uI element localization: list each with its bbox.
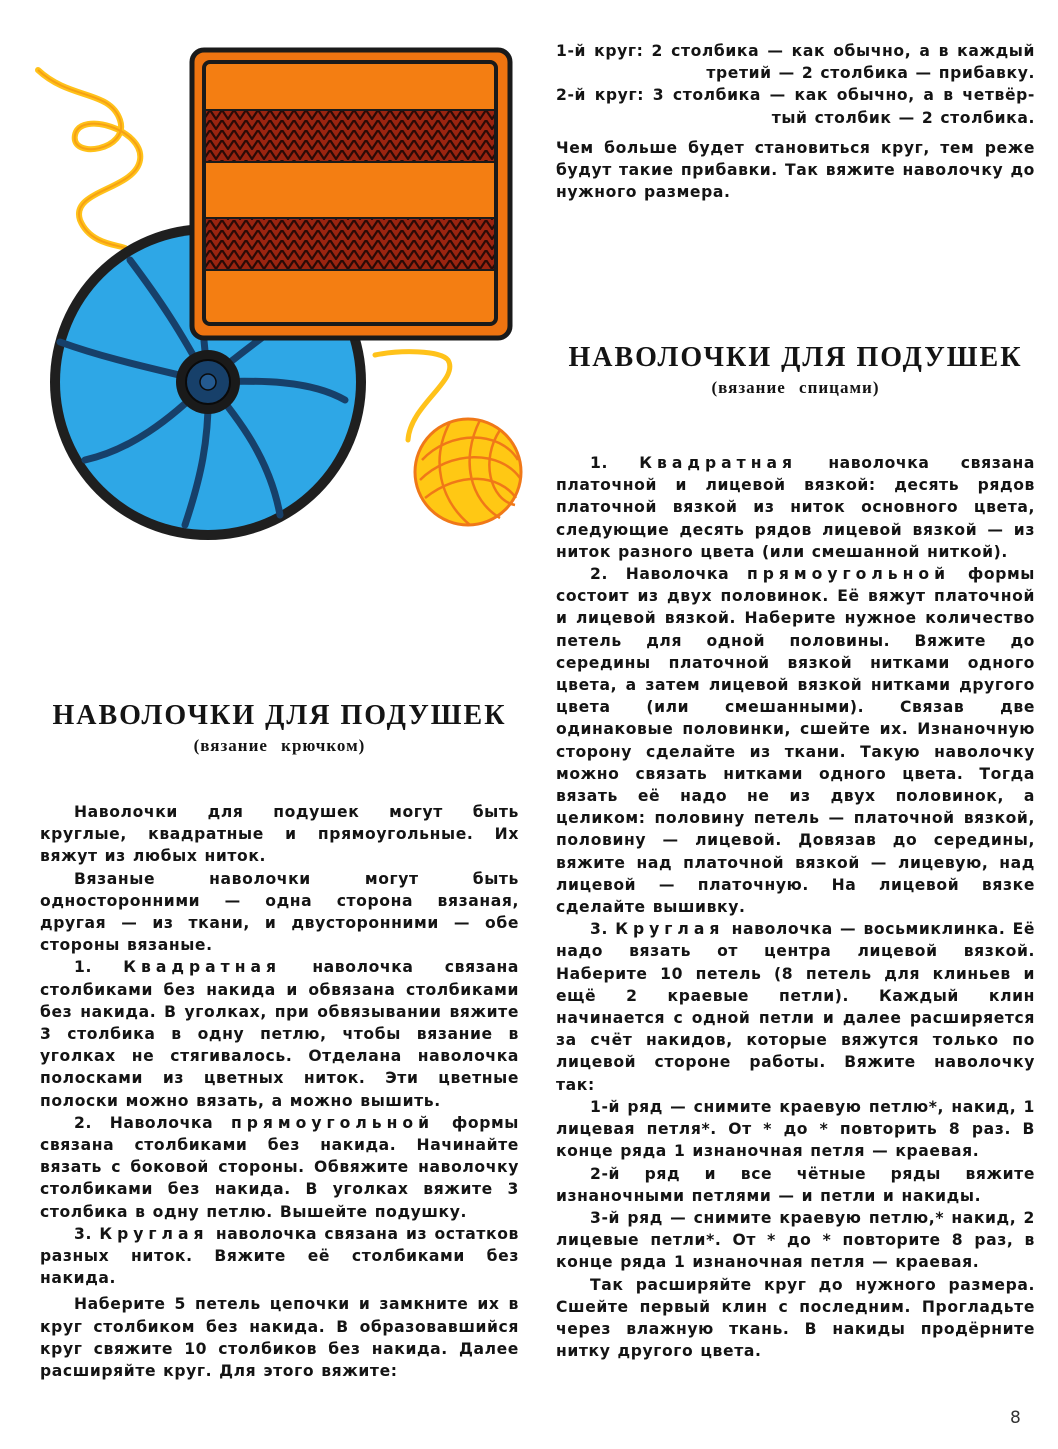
paragraph [556, 918, 1035, 1096]
item-number: 2. Наволочка [74, 1113, 214, 1132]
continuation-line: третий — 2 столбика — прибавку. [706, 64, 1035, 83]
paragraph: 2-й ряд и все чётные ряды вяжите изнаночными петлями — и петли и накиды. [556, 1164, 1035, 1205]
continuation-line: тый столбик — 2 столбика. [771, 108, 1035, 127]
left-subheading: (вязание крючком) [193, 736, 366, 755]
item-number: 1. [590, 454, 608, 472]
item-text: наволочка — восьмиклинка. Её надо вязать от центра лицевой вязкой. Наберите 10 петель (8 петель для клиньев и ещё 2 краевые петли). Каждый клин начинается с одной петли и далее расширяется за счёт накидов, которые вяжутся только по лицевой стороне работы. Вяжите наволочку так: [556, 920, 1035, 1094]
page-number: 8 [1010, 1408, 1021, 1428]
spaced-term: Круглая [99, 1224, 209, 1243]
item-number: 2. Наволочка [590, 565, 730, 584]
continuation-line: 2-й круг: 3 столбика — как обычно, а в четвёр- [556, 86, 1035, 105]
right-subheading: (вязание спицами) [711, 378, 880, 397]
paragraph [40, 956, 519, 1111]
left-column [40, 700, 519, 1382]
item-text: формы состоит из двух половинок. Её вяжут платочной и лицевой вязкой. Наберите нужное количество петель для одной половины. Вяжите до середины платочной вязкой нитками одного цвета, а затем лицевой вязкой нитками другого цвета (или смешанными). Связав две одинаковые половинки, сшейте их. Изнаночную сторону сделайте из ткани. Такую наволочку можно связать нитками одного цвета. Тогда вязать её надо не из двух половинок, а целиком: половину петель — платочной вязкой, половину — лицевой. Довязав до середины, вяжите над платочной вязкой — лицевую, над лицевой — платочную. На лицевой вязке сделайте вышивку. [556, 565, 1036, 917]
yarn-ball [415, 419, 521, 525]
paragraph: Вязаные наволочки могут быть односторонними — одна сторона вязаная, другая — из ткани, и двусторонними — обе стороны вязаные. [40, 869, 519, 955]
spaced-term: прямоугольной [230, 1113, 435, 1132]
paragraph [556, 563, 1035, 918]
item-text: наволочка связана из остатков разных ниток. Вяжите её столбиками без накида. [40, 1224, 519, 1288]
item-number: 3. [74, 1224, 92, 1243]
right-heading: НАВОЛОЧКИ ДЛЯ ПОДУШЕК [568, 342, 1023, 373]
paragraph: Наберите 5 петель цепочки и замкните их в круг столбиком без накида. В образовавшийся круг свяжите 10 столбиков без накида. Далее расширяйте круг. Для этого вяжите: [40, 1295, 519, 1381]
square-pillow [192, 50, 510, 338]
continuation-paragraph: Чем больше будет становиться круг, тем реже будут такие прибавки. Так вяжите наволочку до нужного размера. [556, 138, 1035, 202]
paragraph [556, 452, 1035, 563]
item-text: наволочка связана платочной и лицевой вязкой: десять рядов платочной вязкой из ниток основного цвета, следующие десять рядов лицевой вязкой — из ниток разного цвета (или смешанной ниткой). [556, 454, 1036, 561]
item-number: 1. [74, 958, 92, 977]
left-heading: НАВОЛОЧКИ ДЛЯ ПОДУШЕК [52, 700, 507, 731]
spaced-term: прямоугольной [746, 565, 951, 584]
item-text: формы связана столбиками без накида. Начинайте вязать с боковой стороны. Обвяжите наволочку столбиками без накида. В уголках вяжите 3 столбика в одну петлю. Вышейте подушку. [40, 1113, 520, 1221]
paragraph: 3-й ряд — снимите краевую петлю,* накид, 2 лицевые петли*. От * до * повторите 8 раз, в конце ряда 1 изнаночная петля — краевая. [556, 1208, 1035, 1272]
spaced-term: Квадратная [123, 958, 282, 977]
paragraph [40, 1112, 519, 1223]
paragraph: 1-й ряд — снимите краевую петлю*, накид, 1 лицевая петля*. От * до * повторить 8 раз. В конце ряда 1 изнаночная петля — краевая. [556, 1097, 1035, 1161]
continuation-line: 1-й круг: 2 столбика — как обычно, а в каждый [556, 42, 1035, 60]
knitting-illustration [30, 20, 550, 540]
paragraph: Так расширяйте круг до нужного размера. Сшейте первый клин с последним. Прогладьте через влажную ткань. В накиды продёрните нитку другого цвета. [556, 1275, 1035, 1361]
continuation-block [556, 40, 1035, 203]
item-text: наволочка связана столбиками без накида и обвязана столбиками без накида. В уголках, при обвязывании вяжите 3 столбика в одну петлю, чтобы вязание в уголках не стягивалось. Отделана наволочка полосками из цветных ниток. Эти цветные полоски можно вязать, а можно вышить. [40, 958, 520, 1110]
right-column [556, 40, 1036, 1361]
paragraph [40, 1223, 519, 1290]
item-number: 3. [590, 920, 608, 939]
spaced-term: Квадратная [639, 454, 798, 472]
paragraph: Наволочки для подушек могут быть круглые, квадратные и прямоугольные. Их вяжут из любых ниток. [40, 803, 519, 866]
pillowcases-illustration-svg [30, 20, 550, 540]
spaced-term: Круглая [615, 920, 725, 939]
